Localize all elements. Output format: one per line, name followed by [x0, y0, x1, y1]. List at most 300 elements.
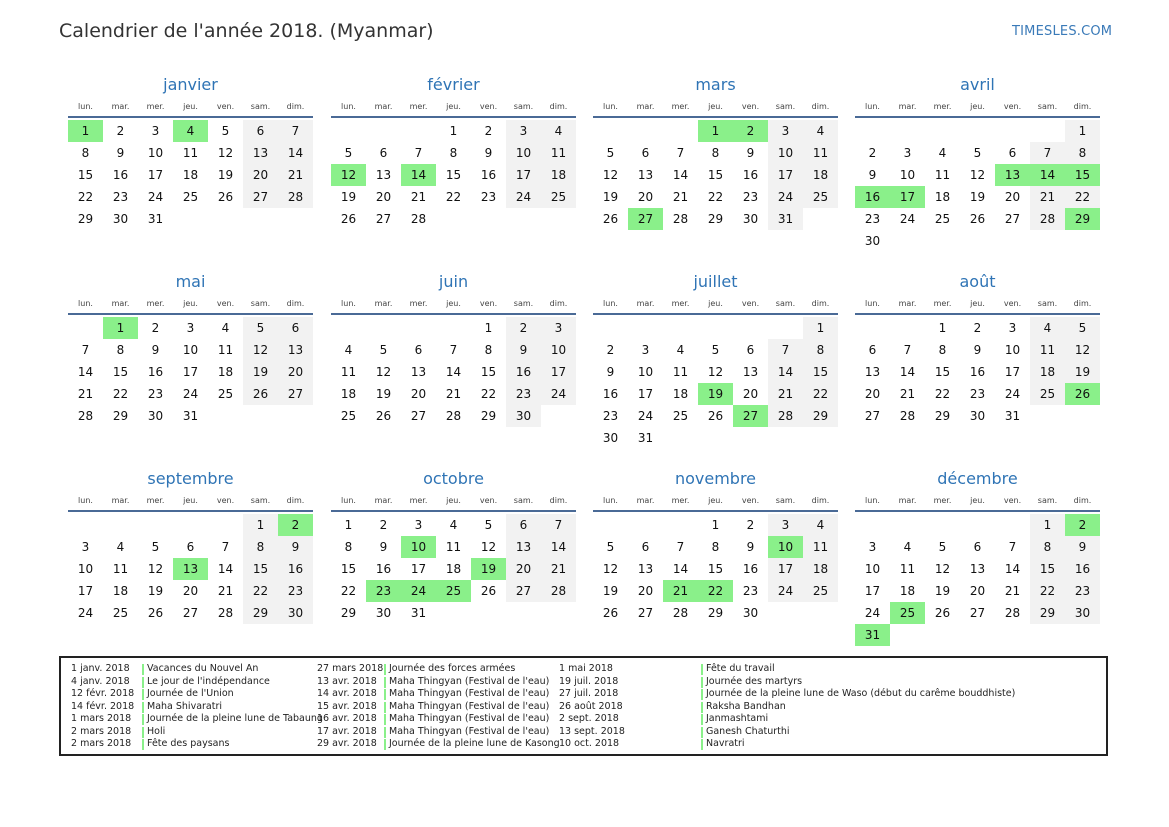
day-cell: 30 — [147, 409, 164, 423]
weekday-label: sam. — [775, 102, 796, 111]
day-cell: 20 — [182, 584, 199, 598]
day-cell: 15 — [707, 562, 724, 576]
day-cell: 21 — [278, 164, 313, 186]
day-cell: 17 — [768, 164, 803, 186]
day-cell: 6 — [186, 540, 195, 554]
day-cell: 2 — [484, 124, 493, 138]
weekday-label: jeu. — [708, 102, 723, 111]
day-cell: 24 — [899, 212, 916, 226]
day-cell: 6 — [973, 540, 982, 554]
holiday-day-cell: 17 — [890, 186, 925, 208]
legend-color-marker — [142, 677, 144, 688]
day-cell: 17 — [1004, 365, 1021, 379]
day-cell: 29 — [112, 409, 129, 423]
weekday-label: sam. — [513, 299, 534, 308]
day-cell: 20 — [742, 387, 759, 401]
legend-date: 13 avr. 2018 — [317, 675, 377, 687]
day-cell: 6 — [243, 120, 278, 142]
weekday-label: ven. — [216, 102, 235, 111]
holiday-day-cell: 23 — [366, 580, 401, 602]
day-cell: 12 — [969, 168, 986, 182]
day-cell: 23 — [602, 409, 619, 423]
weekday-label: jeu. — [183, 496, 198, 505]
day-cell: 31 — [637, 431, 654, 445]
page-title: Calendrier de l'année 2018. (Myanmar) — [59, 20, 434, 42]
day-cell: 28 — [410, 212, 427, 226]
legend-date: 10 oct. 2018 — [559, 738, 620, 749]
day-cell: 9 — [116, 146, 125, 160]
day-cell: 22 — [480, 387, 497, 401]
day-cell: 22 — [445, 190, 462, 204]
weekday-label: ven. — [216, 496, 235, 505]
day-cell: 7 — [1008, 540, 1017, 554]
day-cell: 10 — [1004, 343, 1021, 357]
day-cell: 23 — [742, 584, 759, 598]
day-cell: 5 — [151, 540, 160, 554]
day-cell: 18 — [182, 168, 199, 182]
day-cell: 29 — [340, 606, 357, 620]
day-cell: 19 — [969, 190, 986, 204]
weekday-label: mar. — [374, 102, 393, 111]
weekday-label: lun. — [865, 102, 880, 111]
day-cell: 14 — [541, 536, 576, 558]
day-cell: 27 — [410, 409, 427, 423]
day-cell: 7 — [414, 146, 423, 160]
weekday-label: mer. — [933, 496, 952, 505]
legend-date: 1 janv. 2018 — [71, 663, 130, 674]
day-cell: 11 — [445, 540, 462, 554]
legend-holiday-name: Journée de la pleine lune de Waso (début du carême bouddhiste) — [706, 688, 1016, 699]
day-cell: 22 — [77, 190, 94, 204]
legend-date: 27 mars 2018 — [317, 663, 384, 674]
day-cell: 16 — [602, 387, 619, 401]
weekday-label: lun. — [603, 299, 618, 308]
month-title: août — [959, 272, 996, 291]
day-cell: 30 — [112, 212, 129, 226]
weekday-label: lun. — [341, 102, 356, 111]
holiday-day-cell: 27 — [733, 405, 768, 427]
day-cell: 13 — [243, 142, 278, 164]
day-cell: 14 — [77, 365, 94, 379]
day-cell: 13 — [969, 562, 986, 576]
legend-holiday-name: Journée des martyrs — [706, 675, 803, 687]
day-cell: 7 — [81, 343, 90, 357]
legend-date: 2 mars 2018 — [71, 738, 132, 749]
day-cell: 11 — [803, 142, 838, 164]
day-cell: 28 — [1004, 606, 1021, 620]
day-cell: 20 — [278, 361, 313, 383]
legend-holiday-name: Maha Thingyan (Festival de l'eau) — [389, 713, 550, 724]
legend-holiday-name: Journée des forces armées — [389, 663, 516, 674]
day-cell: 6 — [868, 343, 877, 357]
legend-holiday-name: Maha Thingyan (Festival de l'eau) — [389, 688, 550, 699]
day-cell: 4 — [803, 514, 838, 536]
holiday-day-cell: 13 — [995, 164, 1030, 186]
month-title: avril — [960, 75, 995, 94]
day-cell: 31 — [410, 606, 427, 620]
legend-holiday-name: Journée de la pleine lune de Kasong — [389, 738, 560, 749]
day-cell: 5 — [606, 540, 615, 554]
weekday-label: mar. — [111, 299, 130, 308]
day-cell: 31 — [182, 409, 199, 423]
day-cell: 18 — [672, 387, 689, 401]
day-cell: 6 — [379, 146, 388, 160]
day-cell: 27 — [506, 580, 541, 602]
day-cell: 27 — [1004, 212, 1021, 226]
day-cell: 1 — [1030, 514, 1065, 536]
day-cell: 14 — [672, 562, 689, 576]
day-cell: 18 — [899, 584, 916, 598]
day-cell: 10 — [506, 142, 541, 164]
month-divider — [855, 116, 1100, 118]
weekday-label: jeu. — [446, 299, 461, 308]
holiday-day-cell: 25 — [436, 580, 471, 602]
day-cell: 30 — [506, 405, 541, 427]
weekday-label: dim. — [549, 299, 568, 308]
day-cell: 20 — [637, 190, 654, 204]
day-cell: 7 — [676, 540, 685, 554]
legend-date: 4 janv. 2018 — [71, 675, 130, 687]
day-cell: 19 — [147, 584, 164, 598]
day-cell: 14 — [768, 361, 803, 383]
day-cell: 16 — [112, 168, 129, 182]
day-cell: 16 — [480, 168, 497, 182]
day-cell: 28 — [768, 405, 803, 427]
weekday-label: dim. — [286, 299, 305, 308]
weekday-label: mer. — [146, 496, 165, 505]
legend-color-marker — [701, 727, 703, 738]
day-cell: 30 — [278, 602, 313, 624]
day-cell: 28 — [899, 409, 916, 423]
day-cell: 5 — [938, 540, 947, 554]
day-cell: 22 — [707, 190, 724, 204]
legend-holiday-name: Navratri — [706, 738, 745, 749]
day-cell: 27 — [278, 383, 313, 405]
legend-color-marker — [384, 677, 386, 688]
day-cell: 25 — [112, 606, 129, 620]
day-cell: 11 — [182, 146, 199, 160]
day-cell: 23 — [278, 580, 313, 602]
weekday-label: mer. — [146, 299, 165, 308]
day-cell: 20 — [864, 387, 881, 401]
holiday-day-cell: 1 — [68, 120, 103, 142]
day-cell: 18 — [541, 164, 576, 186]
weekday-label: mer. — [671, 102, 690, 111]
holiday-day-cell: 10 — [768, 536, 803, 558]
weekday-label: dim. — [1073, 496, 1092, 505]
day-cell: 12 — [602, 168, 619, 182]
day-cell: 4 — [803, 120, 838, 142]
day-cell: 4 — [938, 146, 947, 160]
month-divider — [593, 510, 838, 512]
day-cell: 24 — [541, 383, 576, 405]
day-cell: 9 — [1065, 536, 1100, 558]
day-cell: 21 — [1004, 584, 1021, 598]
day-cell: 24 — [637, 409, 654, 423]
day-cell: 24 — [768, 580, 803, 602]
day-cell: 13 — [637, 562, 654, 576]
day-cell: 14 — [278, 142, 313, 164]
weekday-label: ven. — [479, 299, 498, 308]
legend-color-marker — [701, 664, 703, 675]
day-cell: 21 — [445, 387, 462, 401]
weekday-label: dim. — [549, 496, 568, 505]
day-cell: 26 — [602, 212, 619, 226]
day-cell: 31 — [1004, 409, 1021, 423]
day-cell: 25 — [1030, 383, 1065, 405]
day-cell: 4 — [903, 540, 912, 554]
day-cell: 21 — [217, 584, 234, 598]
day-cell: 8 — [803, 339, 838, 361]
day-cell: 7 — [541, 514, 576, 536]
day-cell: 11 — [217, 343, 234, 357]
day-cell: 19 — [602, 190, 619, 204]
day-cell: 26 — [480, 584, 497, 598]
weekday-label: mar. — [898, 496, 917, 505]
day-cell: 23 — [112, 190, 129, 204]
day-cell: 9 — [151, 343, 160, 357]
day-cell: 27 — [864, 409, 881, 423]
day-cell: 28 — [672, 606, 689, 620]
day-cell: 9 — [868, 168, 877, 182]
legend-color-marker — [701, 677, 703, 688]
legend-color-marker — [142, 689, 144, 700]
day-cell: 4 — [221, 321, 230, 335]
day-cell: 6 — [746, 343, 755, 357]
day-cell: 29 — [803, 405, 838, 427]
day-cell: 3 — [768, 514, 803, 536]
day-cell: 18 — [340, 387, 357, 401]
day-cell: 15 — [803, 361, 838, 383]
day-cell: 3 — [903, 146, 912, 160]
day-cell: 13 — [410, 365, 427, 379]
weekday-label: dim. — [811, 102, 830, 111]
site-link[interactable]: TIMESLES.COM — [1012, 24, 1113, 39]
weekday-label: mer. — [409, 102, 428, 111]
legend-date: 1 mai 2018 — [559, 663, 613, 674]
day-cell: 23 — [1065, 580, 1100, 602]
legend-date: 12 févr. 2018 — [71, 688, 135, 699]
weekday-label: sam. — [513, 102, 534, 111]
day-cell: 3 — [541, 317, 576, 339]
legend-color-marker — [384, 689, 386, 700]
day-cell: 27 — [243, 186, 278, 208]
day-cell: 29 — [934, 409, 951, 423]
day-cell: 3 — [641, 343, 650, 357]
day-cell: 29 — [480, 409, 497, 423]
legend-date: 19 juil. 2018 — [559, 675, 619, 687]
day-cell: 24 — [182, 387, 199, 401]
day-cell: 9 — [746, 540, 755, 554]
holiday-day-cell: 12 — [331, 164, 366, 186]
weekday-label: sam. — [250, 496, 271, 505]
day-cell: 21 — [899, 387, 916, 401]
day-cell: 26 — [934, 606, 951, 620]
legend-date: 29 avr. 2018 — [317, 738, 377, 749]
day-cell: 11 — [803, 536, 838, 558]
day-cell: 12 — [707, 365, 724, 379]
month-divider — [593, 116, 838, 118]
weekday-label: mar. — [374, 496, 393, 505]
day-cell: 1 — [344, 518, 353, 532]
legend-date: 2 mars 2018 — [71, 725, 132, 737]
month-divider — [855, 510, 1100, 512]
day-cell: 8 — [484, 343, 493, 357]
day-cell: 28 — [541, 580, 576, 602]
day-cell: 15 — [480, 365, 497, 379]
day-cell: 3 — [868, 540, 877, 554]
day-cell: 18 — [803, 164, 838, 186]
day-cell: 30 — [742, 606, 759, 620]
day-cell: 18 — [445, 562, 462, 576]
weekday-label: ven. — [1003, 299, 1022, 308]
month-divider — [855, 313, 1100, 315]
legend-date: 13 sept. 2018 — [559, 725, 625, 737]
day-cell: 2 — [973, 321, 982, 335]
day-cell: 5 — [1065, 317, 1100, 339]
weekday-label: jeu. — [970, 102, 985, 111]
day-cell: 15 — [243, 558, 278, 580]
day-cell: 10 — [864, 562, 881, 576]
day-cell: 27 — [375, 212, 392, 226]
day-cell: 31 — [147, 212, 164, 226]
day-cell: 25 — [672, 409, 689, 423]
weekday-label: mer. — [671, 496, 690, 505]
day-cell: 2 — [868, 146, 877, 160]
day-cell: 5 — [243, 317, 278, 339]
month-divider — [68, 510, 313, 512]
day-cell: 25 — [934, 212, 951, 226]
day-cell: 6 — [278, 317, 313, 339]
weekday-label: ven. — [479, 496, 498, 505]
day-cell: 21 — [541, 558, 576, 580]
day-cell: 30 — [375, 606, 392, 620]
weekday-label: jeu. — [970, 496, 985, 505]
day-cell: 4 — [116, 540, 125, 554]
day-cell: 1 — [938, 321, 947, 335]
day-cell: 1 — [449, 124, 458, 138]
day-cell: 6 — [641, 540, 650, 554]
day-cell: 16 — [278, 558, 313, 580]
day-cell: 18 — [934, 190, 951, 204]
month-title: juin — [438, 272, 469, 291]
legend-holiday-name: Vacances du Nouvel An — [147, 663, 259, 674]
day-cell: 26 — [707, 409, 724, 423]
day-cell: 16 — [375, 562, 392, 576]
day-cell: 9 — [379, 540, 388, 554]
day-cell: 5 — [606, 146, 615, 160]
legend-date: 26 août 2018 — [559, 700, 623, 712]
legend-color-marker — [384, 664, 386, 675]
weekday-label: dim. — [286, 102, 305, 111]
weekday-label: dim. — [1073, 299, 1092, 308]
weekday-label: ven. — [741, 496, 760, 505]
holiday-day-cell: 1 — [103, 317, 138, 339]
day-cell: 19 — [217, 168, 234, 182]
day-cell: 20 — [375, 190, 392, 204]
holiday-day-cell: 14 — [401, 164, 436, 186]
month-divider — [68, 313, 313, 315]
legend-date: 1 mars 2018 — [71, 713, 132, 724]
day-cell: 15 — [1030, 558, 1065, 580]
day-cell: 17 — [541, 361, 576, 383]
day-cell: 24 — [864, 606, 881, 620]
legend-color-marker — [142, 664, 144, 675]
day-cell: 2 — [506, 317, 541, 339]
holiday-day-cell: 22 — [698, 580, 733, 602]
day-cell: 16 — [742, 562, 759, 576]
day-cell: 28 — [445, 409, 462, 423]
day-cell: 22 — [243, 580, 278, 602]
day-cell: 22 — [803, 383, 838, 405]
weekday-label: lun. — [341, 496, 356, 505]
legend-color-marker — [384, 714, 386, 725]
day-cell: 16 — [506, 361, 541, 383]
weekday-label: dim. — [811, 299, 830, 308]
day-cell: 10 — [182, 343, 199, 357]
day-cell: 25 — [803, 186, 838, 208]
day-cell: 8 — [1065, 142, 1100, 164]
month-title: septembre — [147, 469, 234, 488]
day-cell: 12 — [934, 562, 951, 576]
holiday-day-cell: 2 — [278, 514, 313, 536]
day-cell: 17 — [77, 584, 94, 598]
month-divider — [331, 510, 576, 512]
day-cell: 7 — [903, 343, 912, 357]
weekday-label: mer. — [409, 496, 428, 505]
day-cell: 13 — [278, 339, 313, 361]
day-cell: 6 — [641, 146, 650, 160]
weekday-label: jeu. — [446, 496, 461, 505]
legend-holiday-name: Raksha Bandhan — [706, 700, 786, 712]
holiday-day-cell: 21 — [663, 580, 698, 602]
day-cell: 8 — [243, 536, 278, 558]
holiday-day-cell: 16 — [855, 186, 890, 208]
legend-color-marker — [142, 739, 144, 750]
legend-color-marker — [142, 714, 144, 725]
holiday-day-cell: 4 — [173, 120, 208, 142]
day-cell: 7 — [1030, 142, 1065, 164]
weekday-label: lun. — [865, 496, 880, 505]
day-cell: 13 — [637, 168, 654, 182]
day-cell: 27 — [637, 606, 654, 620]
day-cell: 22 — [112, 387, 129, 401]
day-cell: 31 — [768, 208, 803, 230]
weekday-label: mar. — [636, 299, 655, 308]
weekday-label: sam. — [1037, 496, 1058, 505]
day-cell: 15 — [77, 168, 94, 182]
day-cell: 12 — [602, 562, 619, 576]
weekday-label: jeu. — [708, 299, 723, 308]
day-cell: 8 — [449, 146, 458, 160]
day-cell: 19 — [243, 361, 278, 383]
weekday-label: jeu. — [183, 299, 198, 308]
weekday-label: lun. — [341, 299, 356, 308]
day-cell: 15 — [445, 168, 462, 182]
month-title: mars — [695, 75, 736, 94]
weekday-label: mer. — [933, 299, 952, 308]
holiday-day-cell: 15 — [1065, 164, 1100, 186]
day-cell: 29 — [707, 212, 724, 226]
legend-color-marker — [701, 714, 703, 725]
holiday-day-cell: 2 — [733, 120, 768, 142]
day-cell: 4 — [541, 120, 576, 142]
day-cell: 3 — [506, 120, 541, 142]
legend-holiday-name: Janmashtami — [706, 713, 769, 724]
legend-color-marker — [142, 702, 144, 713]
day-cell: 4 — [344, 343, 353, 357]
legend-date: 2 sept. 2018 — [559, 713, 619, 724]
